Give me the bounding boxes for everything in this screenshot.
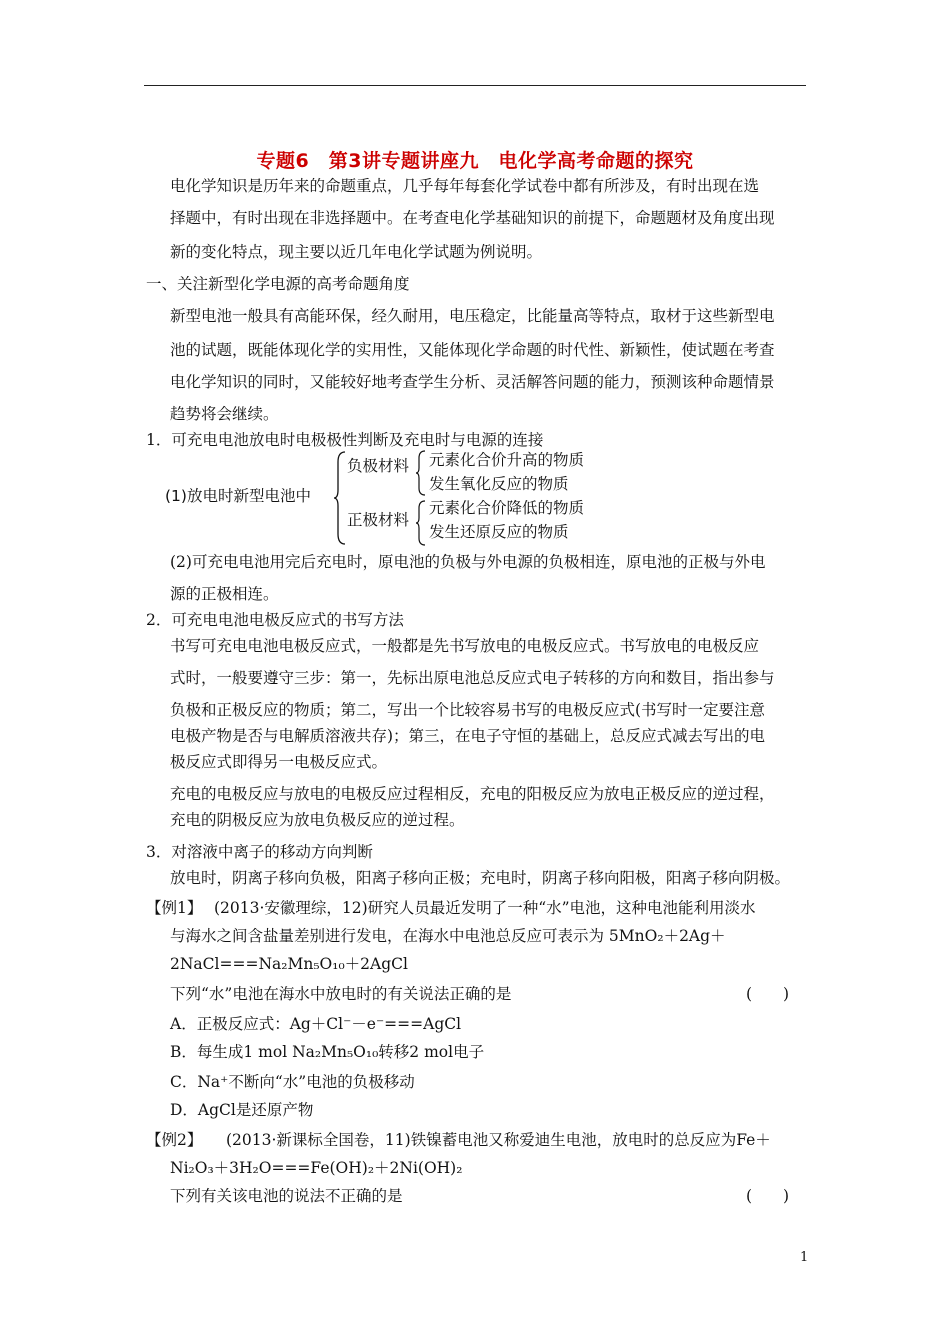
example1-line-2: 与海水之间含盐量差别进行发电，在海水中电池总反应可表示为 5MnO₂＋2Ag＋ [170, 927, 726, 945]
example1-question: 下列“水”电池在海水中放电时的有关说法正确的是 [170, 985, 512, 1003]
section1-line-4: 趋势将会继续。 [170, 405, 279, 423]
negative-label: 负极材料 [347, 457, 410, 475]
example2-tag: 【例2】 [146, 1131, 203, 1149]
item2-line-5: 极反应式即得另一电极反应式。 [170, 753, 388, 771]
section1-line-1: 新型电池一般具有高能环保，经久耐用，电压稳定，比能量高等特点，取材于这些新型电 [170, 307, 775, 325]
example1-option-a: A．正极反应式：Ag＋Cl⁻－e⁻===AgCl [170, 1015, 462, 1033]
page-number: 1 [800, 1250, 809, 1265]
example1-option-d: D．AgCl是还原产物 [170, 1101, 314, 1119]
item2-line-1: 书写可充电电池电极反应式，一般都是先书写放电的电极反应式。书写放电的电极反应 [170, 637, 760, 655]
example1-line-1: (2013·安徽理综，12)研究人员最近发明了一种“水”电池，这种电池能利用淡水 [214, 899, 756, 917]
negative-brace-icon [415, 450, 427, 496]
item2-line-2: 式时，一般要遵守三步：第一，先标出原电池总反应式电子转移的方向和数目，指出参与 [170, 669, 775, 687]
item2-heading: 2．可充电电池电极反应式的书写方法 [146, 611, 404, 629]
item2-line-6: 充电的电极反应与放电的电极反应过程相反，充电的阳极反应为放电正极反应的逆过程， [170, 785, 775, 803]
item2-line-7: 充电的阴极反应为放电负极反应的逆过程。 [170, 811, 465, 829]
positive-brace-icon [415, 500, 427, 546]
item1-2-line-2: 源的正极相连。 [170, 585, 279, 603]
example1-line-3: 2NaCl===Na₂Mn₅O₁₀＋2AgCl [170, 955, 408, 973]
negative-item-2: 发生氧化反应的物质 [429, 475, 569, 493]
section1-heading: 一、关注新型化学电源的高考命题角度 [146, 275, 410, 293]
intro-line-2: 择题中，有时出现在非选择题中。在考查电化学基础知识的前提下，命题题材及角度出现 [170, 209, 775, 227]
positive-item-2: 发生还原反应的物质 [429, 523, 569, 541]
example1-answer-paren: ( ) [746, 985, 790, 1003]
item1-2-line-1: (2)可充电电池用完后充电时，原电池的负极与外电源的负极相连，原电池的正极与外电 [170, 553, 766, 571]
page-title: 专题6 第3讲专题讲座九 电化学高考命题的探究 [256, 150, 694, 172]
section1-line-3: 电化学知识的同时，又能较好地考查学生分析、灵活解答问题的能力，预测该种命题情景 [170, 373, 775, 391]
example2-line-2: Ni₂O₃＋3H₂O===Fe(OH)₂＋2Ni(OH)₂ [170, 1159, 463, 1177]
positive-item-1: 元素化合价降低的物质 [429, 499, 585, 517]
item1-heading: 1．可充电电池放电时电极极性判断及充电时与电源的连接 [146, 431, 544, 449]
example2-answer-paren: ( ) [746, 1187, 790, 1205]
positive-label: 正极材料 [347, 511, 410, 529]
example1-option-c: C．Na⁺不断向“水”电池的负极移动 [170, 1073, 415, 1091]
electrode-classification-diagram [165, 448, 625, 548]
example2-line-1: (2013·新课标全国卷，11)铁镍蓄电池又称爱迪生电池，放电时的总反应为Fe＋ [226, 1131, 771, 1149]
example1-option-b: B．每生成1 mol Na₂Mn₅O₁₀转移2 mol电子 [170, 1043, 485, 1061]
intro-line-3: 新的变化特点，现主要以近几年电化学试题为例说明。 [170, 243, 543, 261]
header-rule [144, 85, 806, 86]
diagram-root-label: (1)放电时新型电池中 [165, 487, 311, 505]
item2-line-3: 负极和正极反应的物质；第二，写出一个比较容易书写的电极反应式(书写时一定要注意 [170, 701, 766, 719]
example2-question: 下列有关该电池的说法不正确的是 [170, 1187, 403, 1205]
example1-tag: 【例1】 [146, 899, 203, 917]
item2-line-4: 电极产物是否与电解质溶液共存)；第三，在电子守恒的基础上，总反应式减去写出的电 [170, 727, 766, 745]
item3-heading: 3．对溶液中离子的移动方向判断 [146, 843, 373, 861]
item3-line: 放电时，阴离子移向负极，阳离子移向正极；充电时，阴离子移向阳极，阳离子移向阴极。 [170, 869, 791, 887]
intro-line-1: 电化学知识是历年来的命题重点，几乎每年每套化学试卷中都有所涉及，有时出现在选 [170, 177, 760, 195]
negative-item-1: 元素化合价升高的物质 [429, 451, 585, 469]
section1-line-2: 池的试题，既能体现化学的实用性，又能体现化学命题的时代性、新颖性，使试题在考查 [170, 341, 775, 359]
